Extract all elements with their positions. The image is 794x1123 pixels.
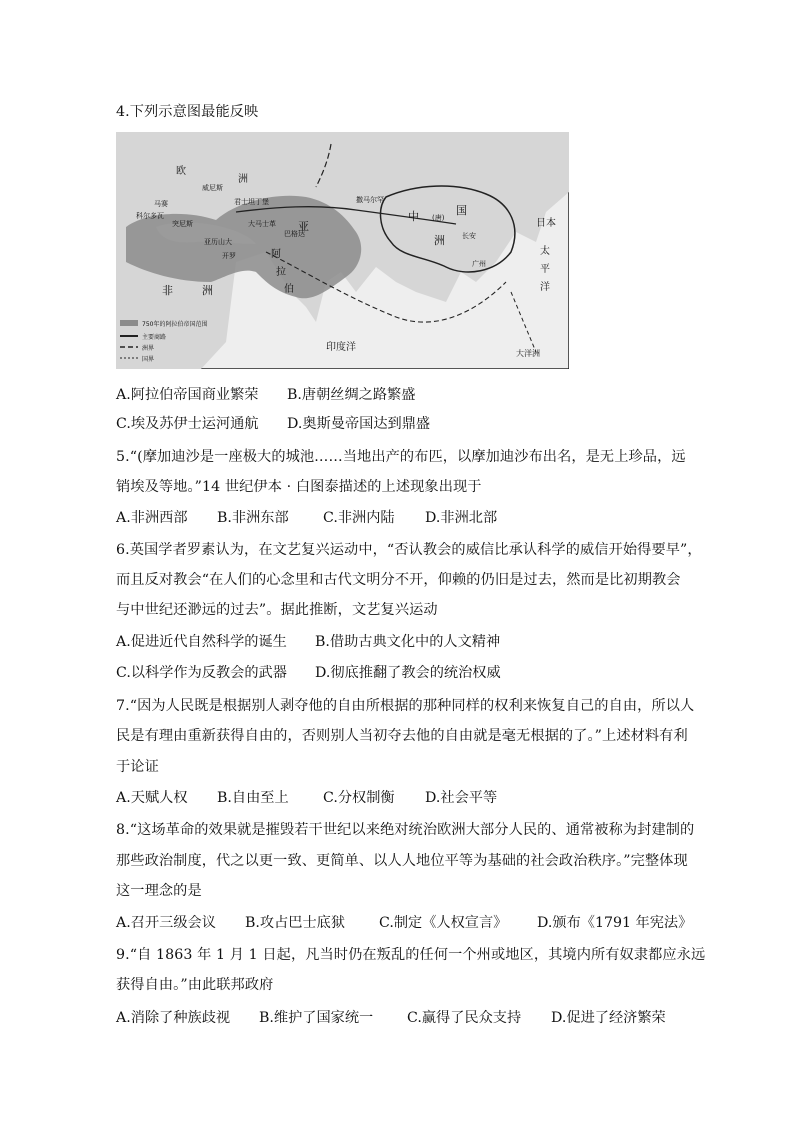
question-7-line-2: 民是有理由重新获得自由的，否则别人当初夺去他的自由就是毫无根据的了。”上述材料有利 (116, 728, 688, 744)
label-samarkand: 撒马尔罕 (356, 196, 384, 204)
label-tunis: 突尼斯 (172, 220, 193, 228)
label-cairo: 开罗 (222, 252, 236, 260)
label-europe-a: 欧 (176, 166, 186, 177)
question-8-line-2: 那些政治制度，代之以更一致、更简单、以人人地位平等为基础的社会政治秩序。”完整体现 (116, 853, 688, 869)
label-cordoba: 科尔多瓦 (136, 212, 164, 220)
label-alexandria: 亚历山大 (204, 238, 232, 246)
option-a[interactable]: A.促进近代自然科学的诞生 (116, 634, 287, 650)
label-asia-b: 洲 (434, 234, 445, 247)
question-6-line-3: 与中世纪还渺远的过去”。据此推断，文艺复兴运动 (116, 602, 438, 618)
option-b[interactable]: B.唐朝丝绸之路繁盛 (287, 387, 416, 403)
legend-state: 国界 (142, 356, 155, 363)
option-c[interactable]: C.以科学作为反教会的武器 (116, 665, 287, 681)
label-pacific-c: 洋 (540, 282, 550, 293)
question-7-line-1: 7.“因为人民既是根据别人剥夺他的自由所根据的那种同样的权利来恢复自己的自由，所以人 (116, 698, 695, 714)
option-b[interactable]: B.非洲东部 (217, 510, 289, 526)
question-9-line-2: 获得自由。”由此联邦政府 (116, 977, 274, 993)
option-a[interactable]: A.非洲西部 (116, 510, 188, 526)
label-changan: 长安 (462, 232, 476, 240)
option-c[interactable]: C.赢得了民众支持 (407, 1010, 522, 1026)
question-6-line-1: 6.英国学者罗素认为，在文艺复兴运动中，“否认教会的威信比承认科学的威信开始得要早”， (116, 542, 702, 558)
option-a[interactable]: A.召开三级会议 (116, 915, 216, 931)
label-constantinople: 君士坦丁堡 (234, 198, 269, 206)
option-c[interactable]: C.分权制衡 (323, 790, 395, 806)
label-oceania: 大洋洲 (516, 349, 540, 358)
option-a[interactable]: A.阿拉伯帝国商业繁荣 (116, 387, 259, 403)
label-asia-a: 亚 (298, 220, 309, 233)
label-venice: 威尼斯 (202, 184, 223, 192)
option-c[interactable]: C.埃及苏伊士运河通航 (116, 416, 259, 432)
label-pacific-a: 太 (540, 246, 550, 257)
question-4-stem: 4.下列示意图最能反映 (116, 104, 259, 120)
legend-empire: 750年的阿拉伯帝国范围 (142, 321, 208, 328)
label-africa-a: 非 (162, 284, 173, 297)
question-5-line-2: 销埃及等地。”14 世纪伊本 · 白图泰描述的上述现象出现于 (116, 479, 482, 495)
label-arabia-a: 阿 (271, 249, 281, 260)
option-d[interactable]: D.彻底推翻了教会的统治权威 (315, 665, 501, 681)
label-indian-ocean: 印度洋 (326, 342, 356, 353)
label-baghdad: 巴格达 (284, 230, 305, 238)
label-arabia-b: 拉 (276, 267, 286, 278)
legend-border: 洲界 (142, 345, 155, 352)
option-a[interactable]: A.消除了种族歧视 (116, 1010, 231, 1026)
option-b[interactable]: B.借助古典文化中的人文精神 (315, 634, 501, 650)
question-7-line-3: 于论证 (116, 759, 159, 775)
option-a[interactable]: A.天赋人权 (116, 790, 188, 806)
label-china-b: 国 (456, 204, 467, 217)
label-damascus: 大马士革 (248, 220, 276, 228)
option-d[interactable]: D.奥斯曼帝国达到鼎盛 (287, 416, 431, 432)
label-marseille: 马赛 (154, 200, 168, 208)
label-africa-b: 洲 (202, 284, 213, 297)
option-d[interactable]: D.非洲北部 (425, 510, 498, 526)
question-8-line-1: 8.“这场革命的效果就是摧毁若干世纪以来绝对统治欧洲大部分人民的、通常被称为封建制的 (116, 822, 695, 838)
option-d[interactable]: D.颁布《1791 年宪法》 (537, 915, 693, 931)
question-5-line-1: 5.“(摩加迪沙是一座极大的城池……当地出产的布匹，以摩加迪沙布出名，是无上珍品，远 (116, 449, 686, 465)
option-b[interactable]: B.自由至上 (217, 790, 289, 806)
label-europe-b: 洲 (238, 174, 248, 185)
label-china-a: 中 (408, 210, 419, 223)
option-c[interactable]: C.制定《人权宣言》 (379, 915, 508, 931)
question-6-line-2: 而且反对教会“在人们的心念里和古代文明分不开，仰赖的仍旧是过去，然而是比初期教会 (116, 572, 681, 588)
question-8-line-3: 这一理念的是 (116, 883, 202, 899)
legend-trade: 主要商路 (142, 334, 167, 341)
option-d[interactable]: D.社会平等 (425, 790, 498, 806)
option-c[interactable]: C.非洲内陆 (323, 510, 395, 526)
label-china-tang: (唐) (432, 214, 445, 222)
option-d[interactable]: D.促进了经济繁荣 (551, 1010, 666, 1026)
option-b[interactable]: B.维护了国家统一 (259, 1010, 374, 1026)
label-japan: 日本 (536, 218, 556, 229)
label-arabia-c: 伯 (284, 284, 294, 295)
label-guangzhou: 广州 (472, 260, 486, 268)
label-pacific-b: 平 (540, 264, 550, 275)
arab-empire-trade-map (116, 132, 569, 369)
question-9-line-1: 9.“自 1863 年 1 月 1 日起，凡当时仍在叛乱的任何一个州或地区，其境内所有奴隶都应永远 (116, 947, 706, 963)
option-b[interactable]: B.攻占巴士底狱 (245, 915, 346, 931)
